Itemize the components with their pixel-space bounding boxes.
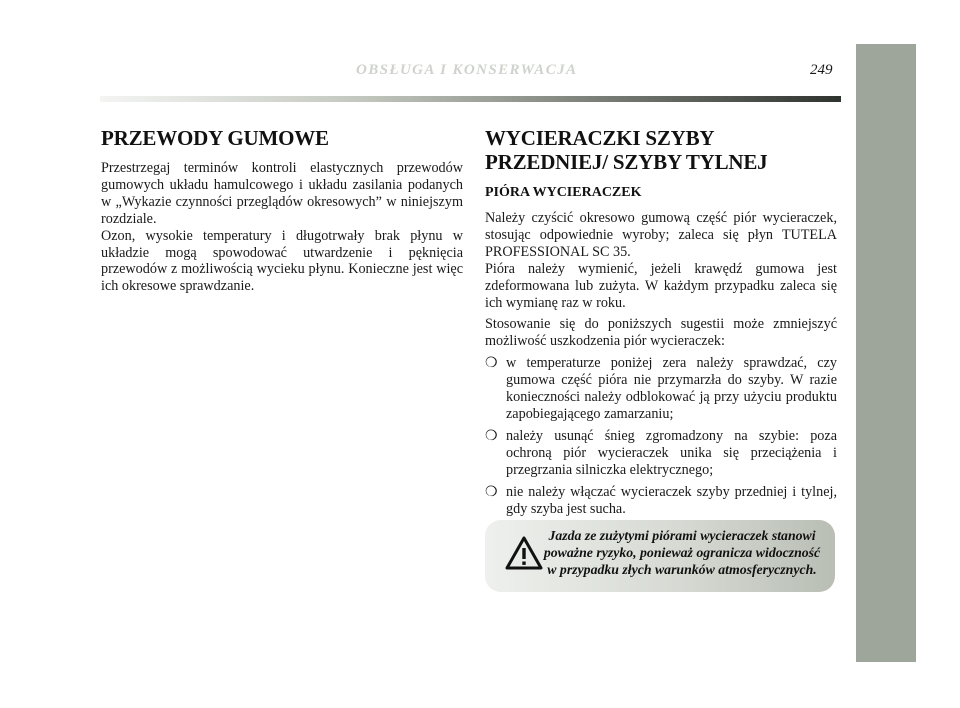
circle-bullet-icon: ❍ xyxy=(485,428,498,444)
paragraph: Ozon, wysokie temperatury i długotrwały brak płynu w układzie mogą spowodować utwardzenie i pęknięcia przewodów z możliwością wycieku płynu. Konieczne jest więc ich okresowe sprawdzanie. xyxy=(101,227,463,295)
subheading-wiper-blades: PIÓRA WYCIERACZEK xyxy=(485,185,642,200)
list-item xyxy=(485,484,837,518)
circle-bullet-icon: ❍ xyxy=(485,356,498,372)
list-item-text: nie należy włączać wycieraczek szyby przedniej i tylnej, gdy szyba jest sucha. xyxy=(506,483,837,517)
left-column xyxy=(101,126,463,295)
warning-text: Jazda ze zużytymi piórami wycieraczek stanowi poważne ryzyko, ponieważ ogranicza widoczność w przypadku złych warunków atmosferycznych. xyxy=(543,528,821,577)
chapter-side-tab xyxy=(856,44,916,662)
right-column xyxy=(485,126,837,522)
warning-box xyxy=(485,520,835,592)
section-title: OBSŁUGA I KONSERWACJA xyxy=(356,62,578,78)
heading-rubber-hoses: PRZEWODY GUMOWE xyxy=(101,126,329,150)
list-item-text: w temperaturze poniżej zera należy sprawdzać, czy gumowa część pióra nie przymarzła do szyby. W razie konieczności należy odblokować ją przy użyciu produktu zapobiegającego zamarzaniu; xyxy=(506,355,837,422)
header-rule xyxy=(100,96,841,102)
circle-bullet-icon: ❍ xyxy=(485,484,498,500)
page-number: 249 xyxy=(810,62,833,78)
paragraph: Przestrzegaj terminów kontroli elastycznych przewodów gumowych układu hamulcowego i układu zasilania podanych w „Wykazie czynności przeglądów okresowych” w niniejszym rozdziale. xyxy=(101,160,463,227)
list-item xyxy=(485,428,837,479)
paragraph: Stosowanie się do poniższych sugestii może zmniejszyć możliwość uszkodzenia piór wycieraczek: xyxy=(485,316,837,350)
heading-wipers: WYCIERACZKI SZYBY PRZEDNIEJ/ SZYBY TYLNEJ xyxy=(485,126,768,174)
warning-triangle-icon xyxy=(505,536,543,570)
list-item-text: należy usunąć śnieg zgromadzony na szybie: poza ochroną piór wycieraczek unika się przeciążenia i przegrzania silniczka elektrycznego; xyxy=(506,427,837,478)
list-item xyxy=(485,355,837,423)
paragraph: Należy czyścić okresowo gumową część piór wycieraczek, stosując odpowiednie wyroby; zaleca się płyn TUTELA PROFESSIONAL SC 35. xyxy=(485,210,837,260)
suggestion-list xyxy=(485,355,837,517)
paragraph: Pióra należy wymienić, jeżeli krawędź gumowa jest zdeformowana lub zużyta. W każdym przypadku zaleca się ich wymianę raz w roku. xyxy=(485,260,837,311)
